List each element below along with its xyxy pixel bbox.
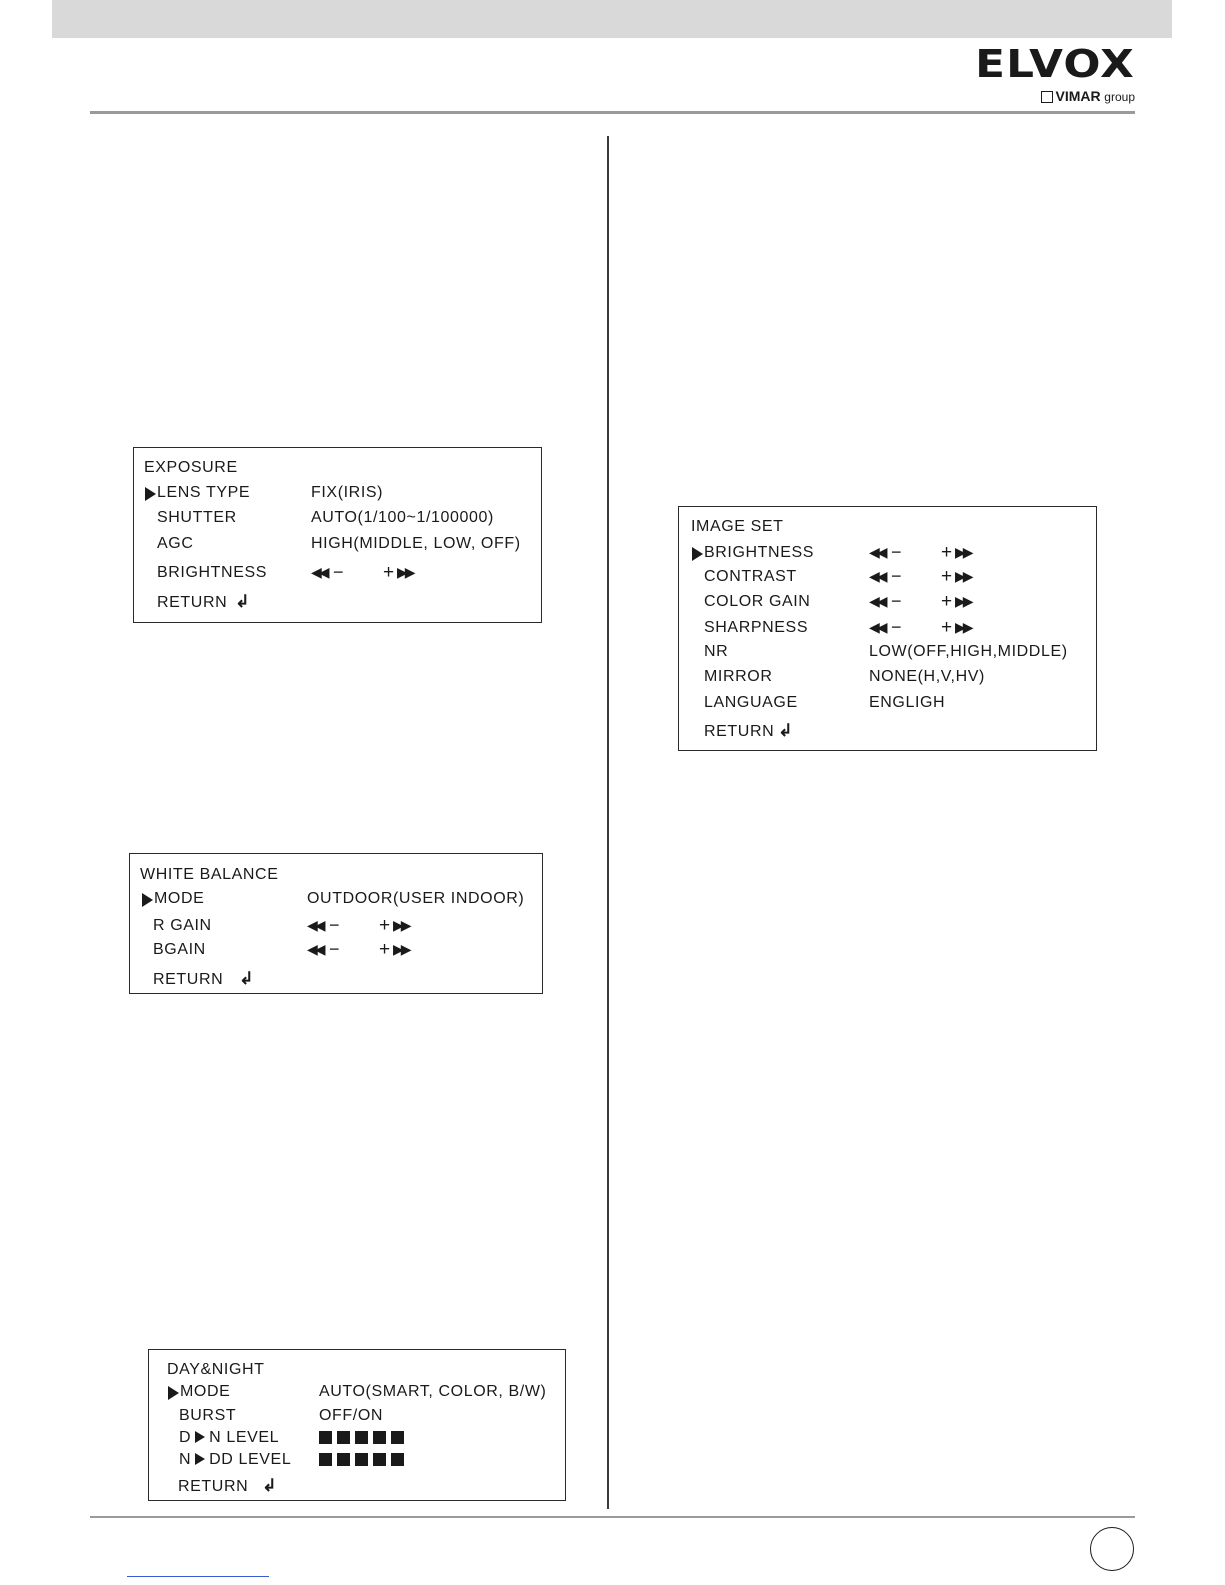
decrease-arrows-icon: ◀◀ [311,564,327,580]
menu-item-value: ENGLIGH [869,694,946,711]
top-rule [90,111,1135,114]
menu-title: EXPOSURE [144,459,238,476]
vimar-icon [1041,91,1053,103]
level-adjuster [311,564,421,584]
logo-group-brand: VIMAR [1055,88,1101,104]
menu-item-color-gain [704,593,1084,613]
menu-item-return [153,969,353,989]
enter-icon: ↲ [235,592,251,611]
menu-item-value: AUTO(1/100~1/100000) [311,509,494,526]
menu-item-value: OUTDOOR(USER INDOOR) [307,890,525,907]
exposure-menu [133,447,542,623]
decrease-arrows-icon: ◀◀ [869,568,885,584]
menu-item-label: RETURN ↲ [153,969,255,988]
menu-item-label: RETURN ↲ [178,1476,278,1495]
level-block [337,1431,350,1444]
menu-item-brightness [157,564,527,584]
menu-item-label: R GAIN [153,917,212,934]
menu-item-brightness [704,544,1084,564]
plus-icon: + [941,542,953,563]
menu-item-label: N DD LEVEL [179,1451,292,1468]
increase-arrows-icon: ▶▶ [955,568,971,584]
increase-arrows-icon: ▶▶ [393,941,409,957]
level-block [373,1431,386,1444]
level-block [355,1453,368,1466]
menu-item-label: MODE [180,1383,231,1400]
level-adjuster [869,619,979,639]
increase-arrows-icon: ▶▶ [397,564,413,580]
plus-icon: + [941,566,953,587]
increase-arrows-icon: ▶▶ [955,619,971,635]
menu-item-label: LENS TYPE [157,484,251,501]
menu-item-label: D N LEVEL [179,1429,280,1446]
menu-item-burst [179,1407,549,1427]
plus-icon: + [379,939,391,960]
menu-item-mirror [704,668,1084,688]
cursor-arrow-icon [692,547,703,561]
menu-item-label: SHUTTER [157,509,237,526]
menu-item-label: BGAIN [153,941,206,958]
header-bar [52,0,1172,38]
menu-item-contrast [704,568,1084,588]
menu-item-value: OFF/ON [319,1407,384,1424]
menu-item-nr [704,643,1084,663]
plus-icon: + [383,562,395,583]
menu-item-label: RETURN ↲ [704,721,794,740]
level-block [319,1453,332,1466]
increase-arrows-icon: ▶▶ [955,544,971,560]
page-number-circle [1090,1527,1134,1571]
minus-icon: − [329,939,341,959]
cursor-arrow-icon [142,893,153,907]
bottom-rule [90,1516,1135,1518]
minus-icon: − [891,617,903,637]
menu-item-mode [154,890,534,910]
increase-arrows-icon: ▶▶ [955,593,971,609]
menu-item-return [178,1476,378,1496]
menu-item-value: HIGH(MIDDLE, LOW, OFF) [311,535,521,552]
plus-icon: + [941,617,953,638]
enter-icon: ↲ [778,721,794,740]
white-balance-menu [129,853,543,994]
decrease-arrows-icon: ◀◀ [869,619,885,635]
minus-icon: − [329,915,341,935]
decrease-arrows-icon: ◀◀ [307,917,323,933]
decrease-arrows-icon: ◀◀ [869,593,885,609]
logo-group-word: group [1104,90,1135,104]
level-block [355,1431,368,1444]
increase-arrows-icon: ▶▶ [393,917,409,933]
menu-item-sharpness [704,619,1084,639]
menu-item-agc [157,535,527,555]
level-adjuster [307,941,417,961]
menu-item-label: COLOR GAIN [704,593,811,610]
logo-group [1041,88,1135,104]
level-adjuster [869,544,979,564]
level-adjuster [307,917,417,937]
level-bars [319,1431,409,1445]
menu-item-r-gain [153,917,523,937]
menu-title: IMAGE SET [691,518,784,535]
menu-item-d-n-level [179,1429,549,1449]
enter-icon: ↲ [239,969,255,988]
logo-brand: ELVOX [975,42,1135,86]
decrease-arrows-icon: ◀◀ [307,941,323,957]
menu-item-label: NR [704,643,729,660]
minus-icon: − [333,562,345,582]
menu-item-label: AGC [157,535,194,552]
level-block [373,1453,386,1466]
level-block [319,1431,332,1444]
menu-item-b-gain [153,941,523,961]
menu-item-label: BURST [179,1407,237,1424]
level-adjuster [869,593,979,613]
menu-item-lens-type [157,484,527,504]
menu-title: WHITE BALANCE [140,866,279,883]
menu-item-value: FIX(IRIS) [311,484,384,501]
menu-item-label: LANGUAGE [704,694,798,711]
minus-icon: − [891,591,903,611]
arrow-right-icon [195,1453,205,1465]
menu-item-value: LOW(OFF,HIGH,MIDDLE) [869,643,1068,660]
menu-item-mode [180,1383,560,1403]
menu-title: DAY&NIGHT [167,1361,265,1378]
menu-item-value: AUTO(SMART, COLOR, B/W) [319,1383,547,1400]
menu-item-language [704,694,1084,714]
minus-icon: − [891,542,903,562]
enter-icon: ↲ [262,1476,278,1495]
cursor-arrow-icon [168,1386,179,1400]
menu-item-label: BRIGHTNESS [704,544,815,561]
level-block [391,1453,404,1466]
arrow-right-icon [195,1431,205,1443]
menu-item-value: NONE(H,V,HV) [869,668,985,685]
menu-item-label: CONTRAST [704,568,797,585]
decrease-arrows-icon: ◀◀ [869,544,885,560]
level-block [391,1431,404,1444]
menu-item-n-dd-level [179,1451,549,1471]
menu-item-label: MIRROR [704,668,773,685]
day-night-menu [148,1349,566,1501]
plus-icon: + [941,591,953,612]
cursor-arrow-icon [145,487,156,501]
column-divider [607,136,609,1509]
image-set-menu [678,506,1097,751]
menu-item-label: BRIGHTNESS [157,564,268,581]
minus-icon: − [891,566,903,586]
menu-item-return [704,721,904,741]
menu-item-return [157,592,357,612]
menu-item-label: SHARPNESS [704,619,809,636]
level-block [337,1453,350,1466]
plus-icon: + [379,915,391,936]
level-bars [319,1453,409,1467]
level-adjuster [869,568,979,588]
footer-link-underline[interactable] [127,1576,269,1577]
menu-item-label: MODE [154,890,205,907]
menu-item-shutter [157,509,527,529]
elvox-logo [975,44,1135,110]
menu-item-label: RETURN ↲ [157,592,251,611]
